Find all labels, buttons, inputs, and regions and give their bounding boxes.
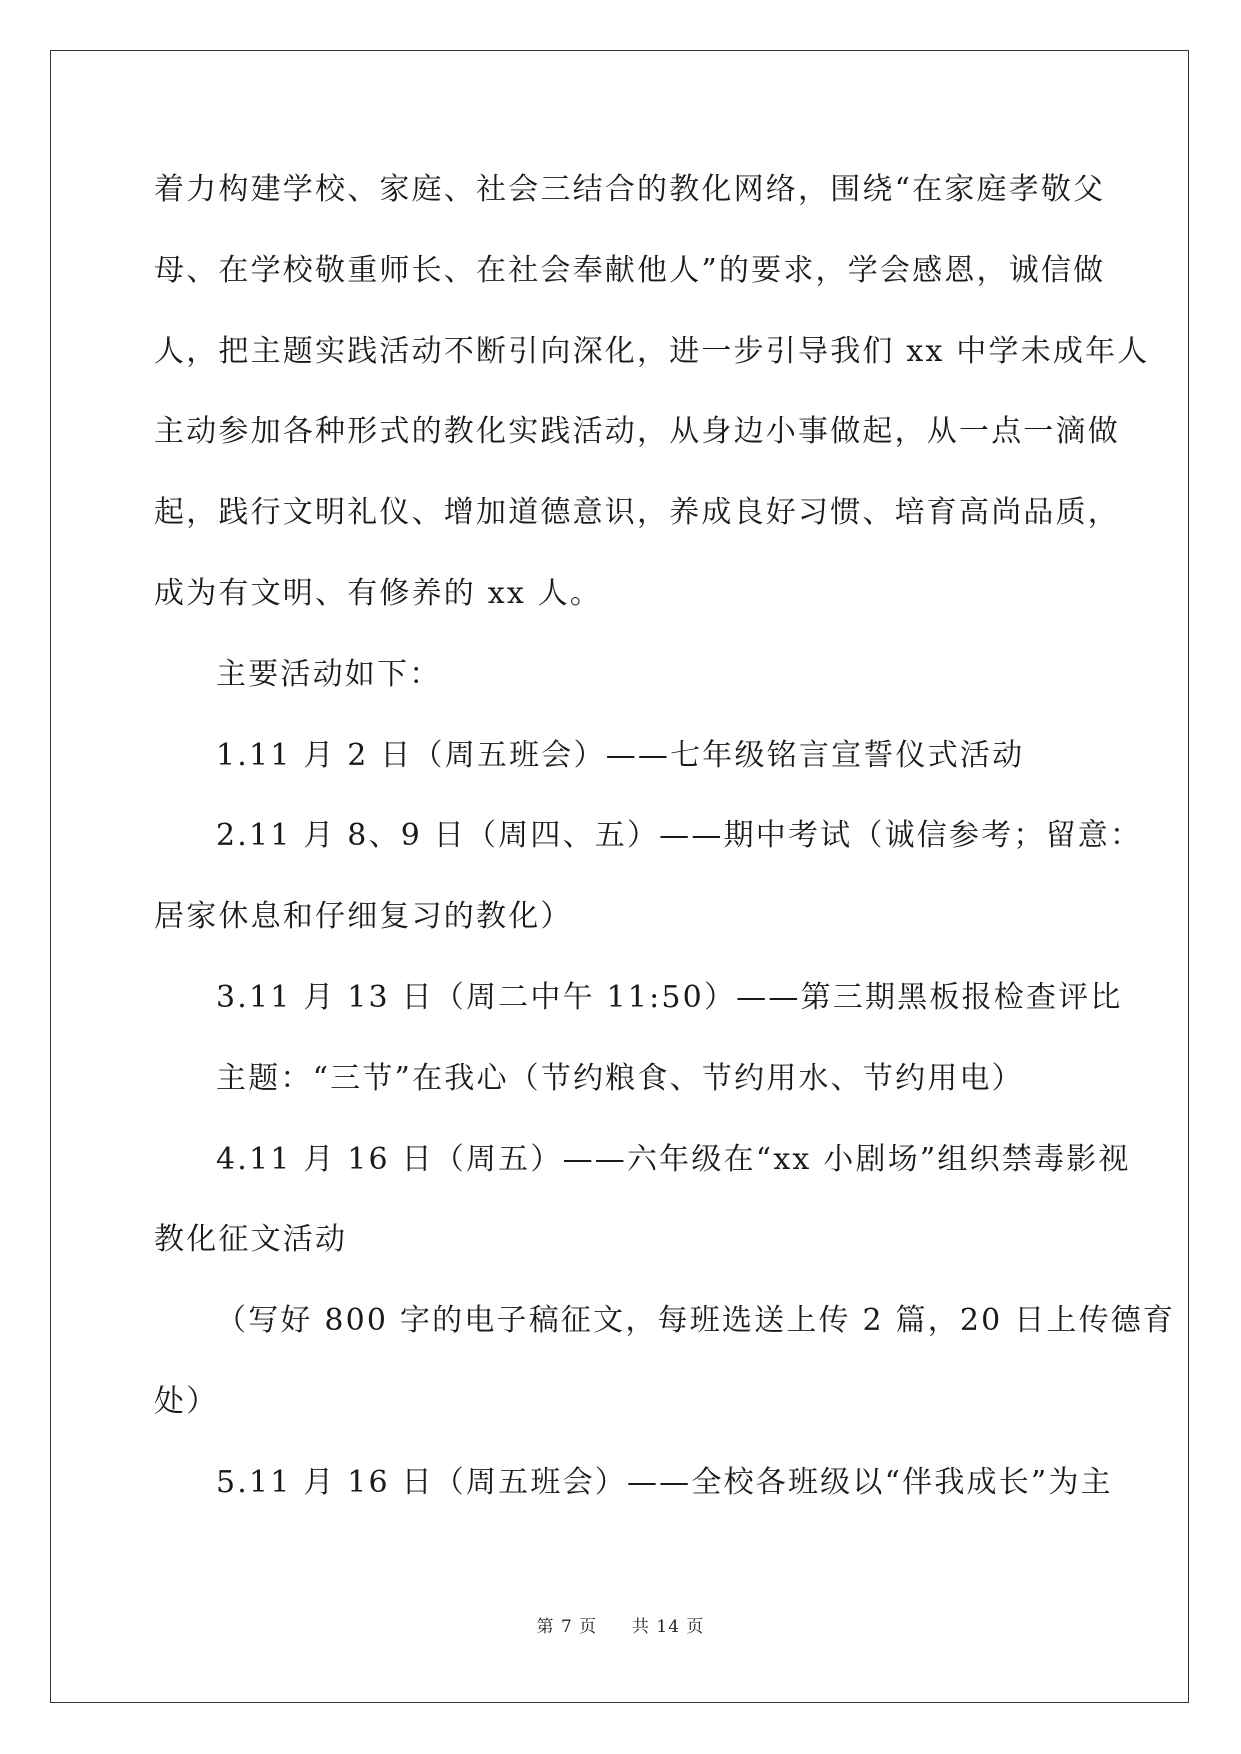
text-line: 成为有文明、有修养的 xx 人。 <box>154 575 603 611</box>
text-line: 主动参加各种形式的教化实践活动，从身边小事做起，从一点一滴做 <box>154 414 1120 450</box>
text-line: 人，把主题实践活动不断引向深化，进一步引导我们 xx 中学未成年人 <box>154 333 1150 369</box>
text-line: 3.11 月 13 日（周二中午 11:50）——第三期黑板报检查评比 <box>216 979 1123 1015</box>
page-number: 第 7 页 <box>536 1617 598 1637</box>
text-line: 居家休息和仔细复习的教化） <box>154 899 573 935</box>
document-body <box>154 150 1176 1524</box>
text-line: 主要活动如下： <box>216 656 442 692</box>
text-line: 母、在学校敬重师长、在社会奉献他人”的要求，学会感恩，诚信做 <box>154 252 1106 288</box>
text-line: 5.11 月 16 日（周五班会）——全校各班级以“伴我成长”为主 <box>216 1464 1113 1500</box>
page-total: 共 14 页 <box>631 1617 705 1637</box>
text-line: 处） <box>154 1383 219 1419</box>
page-footer <box>0 1612 1241 1637</box>
text-line: 着力构建学校、家庭、社会三结合的教化网络，围绕“在家庭孝敬父 <box>154 172 1106 207</box>
text-line: 1.11 月 2 日（周五班会）——七年级铭言宣誓仪式活动 <box>216 737 1025 773</box>
text-line: 起，践行文明礼仪、增加道德意识，养成良好习惯、培育高尚品质， <box>154 495 1120 531</box>
text-line: 教化征文活动 <box>154 1222 348 1258</box>
text-line: （写好 800 字的电子稿征文，每班选送上传 2 篇，20 日上传德育 <box>216 1303 1176 1339</box>
text-line: 4.11 月 16 日（周五）——六年级在“xx 小剧场”组织禁毒影视 <box>216 1141 1131 1177</box>
text-line: 主题：“三节”在我心（节约粮食、节约用水、节约用电） <box>216 1060 1024 1096</box>
text-line: 2.11 月 8、9 日（周四、五）——期中考试（诚信参考；留意： <box>216 818 1143 854</box>
